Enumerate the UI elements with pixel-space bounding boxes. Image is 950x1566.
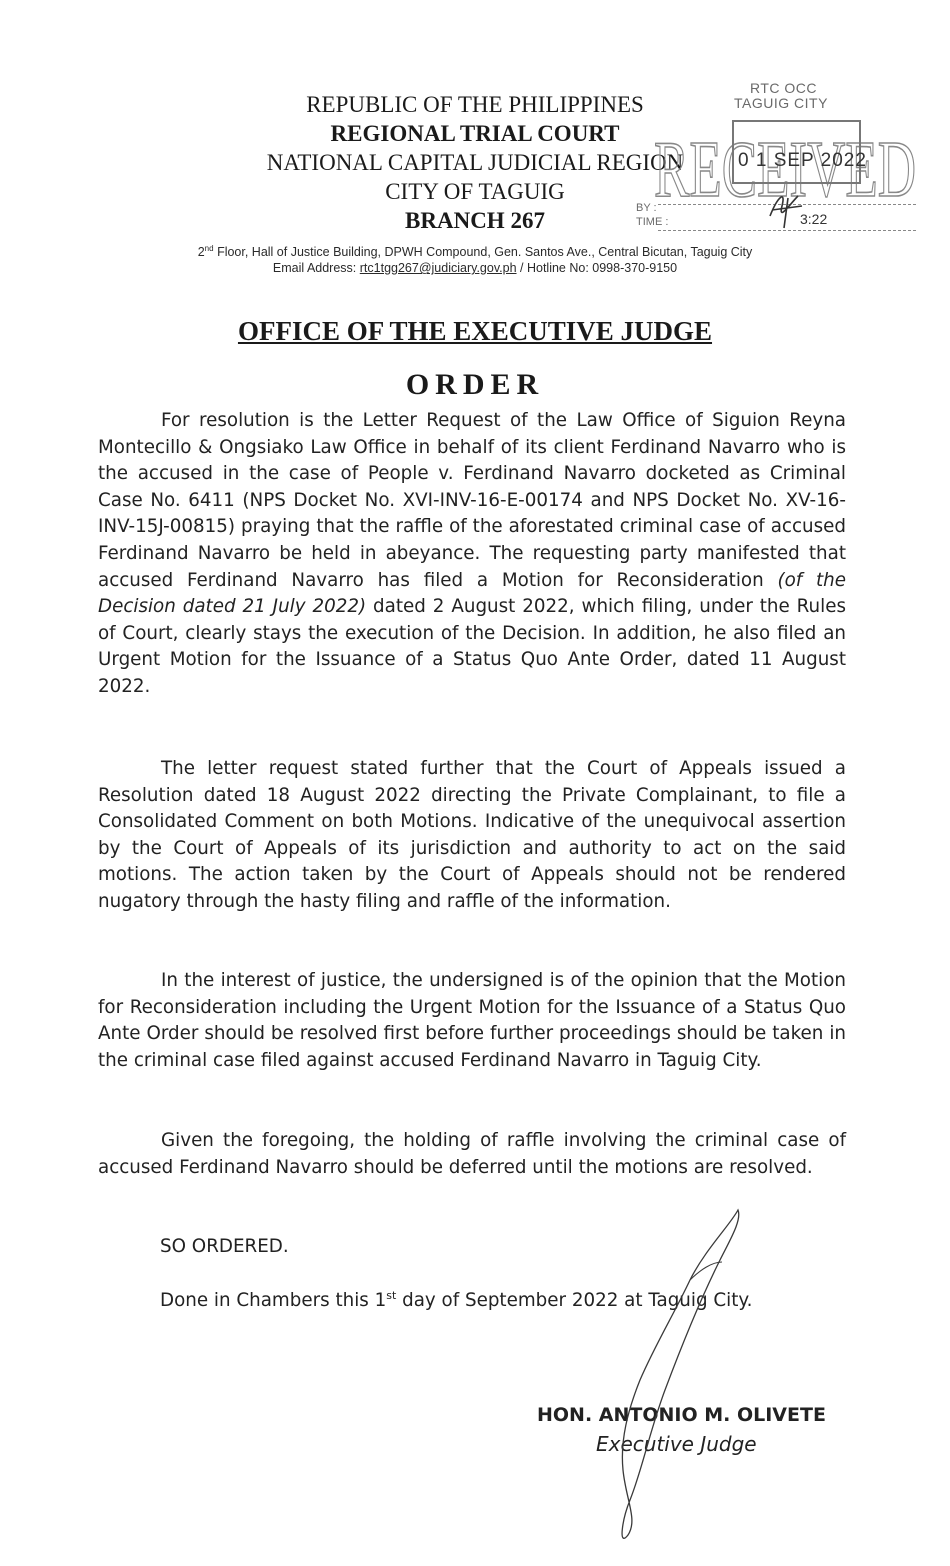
office-title: OFFICE OF THE EXECUTIVE JUDGE <box>237 316 713 346</box>
order-paragraph-3: In the interest of justice, the undersigned is of the opinion that the Motion for Reconsideration including the Urgent Motion for the Issuance of a Status Quo Ante Order should be resolved first before further proceedings should be taken in the criminal case filed against accused Ferdinand Navarro in Taguig City. <box>98 970 846 1071</box>
letterhead-address-block <box>0 241 950 276</box>
stamp-time-label: TIME : <box>636 216 669 228</box>
signatory-name: HON. ANTONIO M. OLIVETE <box>537 1404 826 1426</box>
stamp-initials-icon <box>652 78 922 238</box>
order-paragraph-4: Given the foregoing, the holding of raffle involving the criminal case of accused Ferdinand Navarro should be deferred until the motions are resolved. <box>98 1130 846 1178</box>
court-contact: Email Address: rtc1tgg267@judiciary.gov.ph / Hotline No: 0998-370-9150 <box>272 261 678 276</box>
email-link[interactable]: rtc1tgg267@judiciary.gov.ph <box>359 261 517 276</box>
stamp-office: RTC OCC <box>750 80 818 96</box>
order-title: ORDER <box>405 368 545 401</box>
stamp-by-label: BY : <box>636 202 657 214</box>
letterhead-city: CITY OF TAGUIG <box>385 179 565 204</box>
signatory-title: Executive Judge <box>596 1432 757 1456</box>
letterhead-branch: BRANCH 267 <box>405 208 545 233</box>
letterhead-court: REGIONAL TRIAL COURT <box>330 121 620 146</box>
stamp-time-value: 3:22 <box>800 211 828 227</box>
letterhead-region: NATIONAL CAPITAL JUDICIAL REGION <box>266 150 684 175</box>
received-stamp <box>636 78 922 238</box>
order-paragraph-2: The letter request stated further that the Court of Appeals issued a Resolution dated 18 August 2022 directing the Private Complainant, to file a Consolidated Comment on both Motions. Indicative of the unequivocal assertion by the Court of Appeals of its jurisdiction and authority to act on the said motions. The action taken by the Court of Appeals should not be rendered nugatory through the hasty filing and raffle of the information. <box>98 758 846 912</box>
order-paragraph-1: For resolution is the Letter Request of the Law Office of Siguion Reyna Montecillo & Ongsiako Law Office in behalf of its client Ferdinand Navarro who is the accused in the case of People v. Ferdinand Navarro docketed as Criminal Case No. 6411 (NPS Docket No. XVI-INV-16-E-00174 and NPS Docket No. XV-16-INV-15J-00815) praying that the raffle of the aforestated criminal case of accused Ferdinand Navarro be held in abeyance. The requesting party manifested that accused Ferdinand Navarro has filed a Motion for Reconsideration (of the Decision dated 21 July 2022) dated 2 August 2022, which filing, under the Rules of Court, clearly stays the execution of the Decision. In addition, he also filed an Urgent Motion for the Issuance of a Status Quo Ante Order, dated 11 August 2022. <box>98 410 846 697</box>
court-address: 2nd Floor, Hall of Justice Building, DPWH Compound, Gen. Santos Ave., Central Bicutan, Taguig City <box>197 244 753 260</box>
letterhead-republic: REPUBLIC OF THE PHILIPPINES <box>306 92 644 117</box>
stamp-date: 0 1 SEP 2022 <box>738 150 867 171</box>
so-ordered: SO ORDERED. <box>160 1236 289 1257</box>
done-in-chambers: Done in Chambers this 1st day of September 2022 at Taguig City. <box>160 1289 753 1312</box>
svg-text:RECEIVED: RECEIVED <box>654 126 916 214</box>
stamp-city: TAGUIG CITY <box>734 95 828 111</box>
